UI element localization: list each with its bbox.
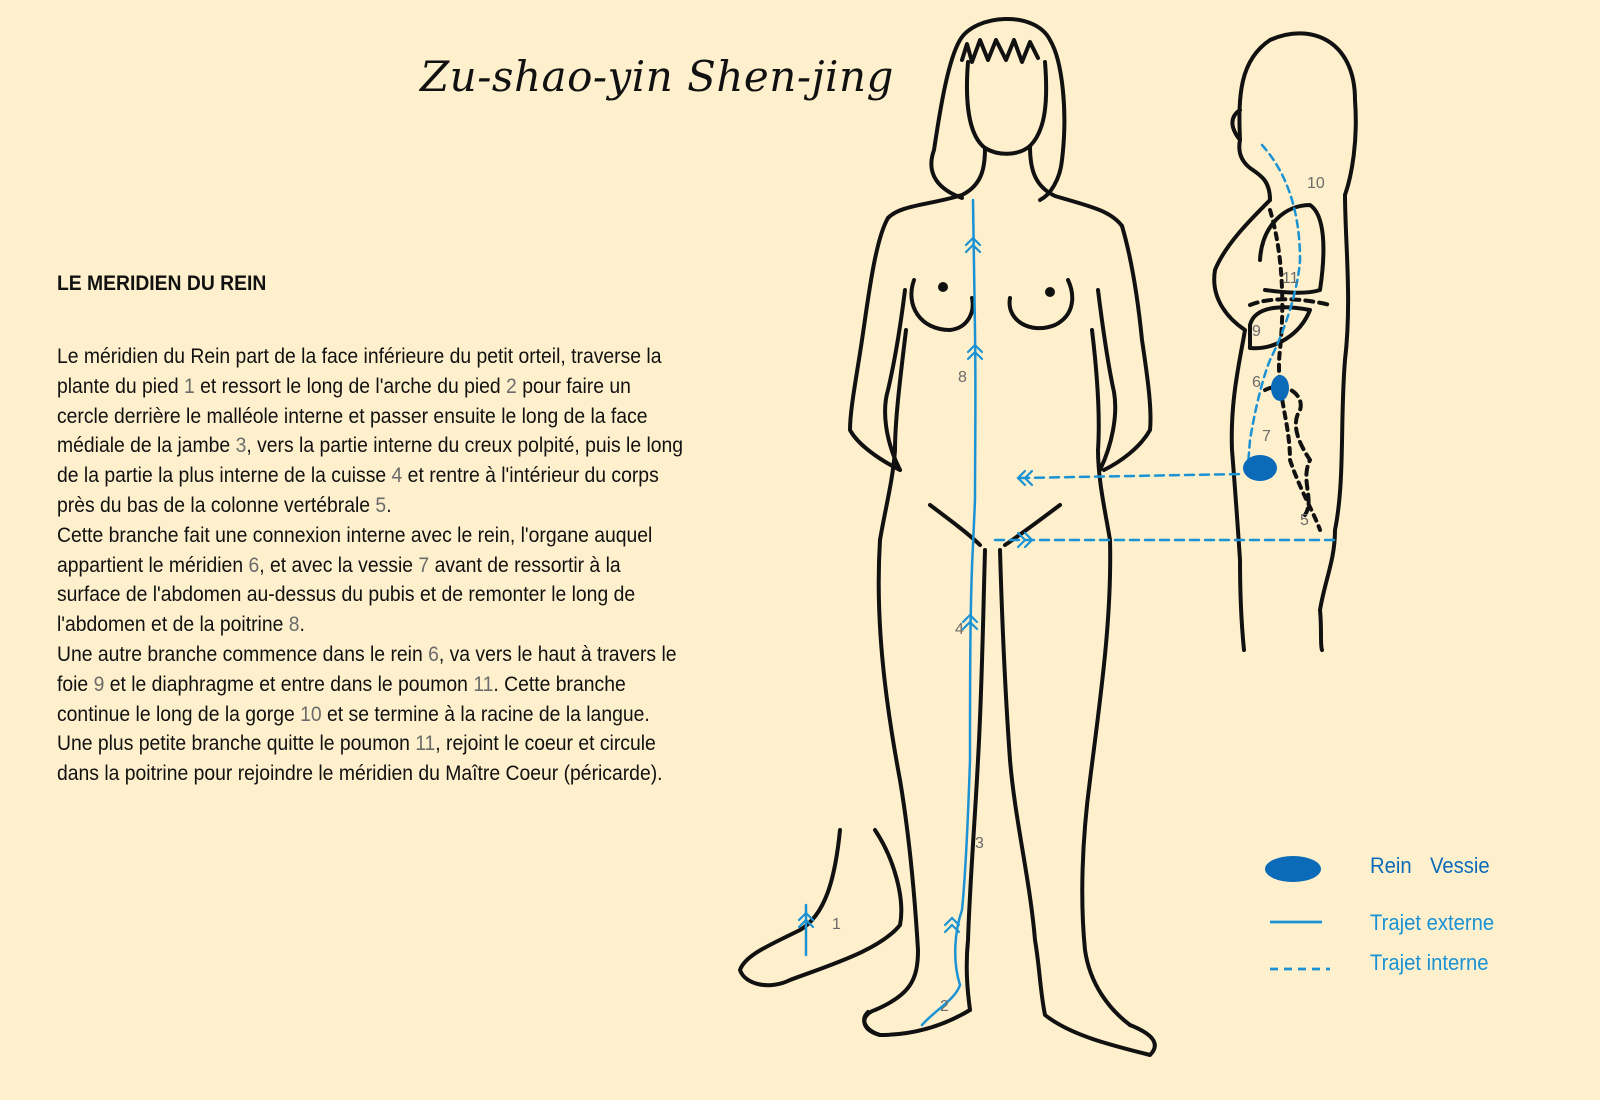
- reference-number: 4: [391, 463, 403, 488]
- fringe: [962, 40, 1038, 62]
- text-segment: , va vers le haut à travers le foie: [57, 641, 677, 696]
- bladder-organ: [1243, 455, 1277, 481]
- reference-number: 7: [418, 552, 430, 577]
- section-heading: LE MERIDIEN DU REIN: [57, 272, 267, 295]
- side-leg-front: [740, 830, 901, 985]
- text-segment: . Cette branche continue le long de la gorge: [57, 671, 626, 726]
- label-3: 3: [975, 835, 984, 852]
- text-segment: , et avec la vessie: [259, 552, 419, 577]
- reference-number: 11: [473, 671, 494, 696]
- text-segment: et rentre à l'intérieur du corps près du bas de la colonne vertébrale: [57, 463, 659, 517]
- reference-number: 1: [183, 373, 195, 398]
- page-title: Zu-shao-yin Shen-jing: [420, 52, 894, 101]
- reference-number: 3: [235, 433, 247, 458]
- text-segment: avant de ressortir à la surface de l'abdomen au-dessus du pubis et de remonter le long de l'abdomen et de la poitrine: [57, 552, 636, 637]
- text-segment: pour faire un cercle derrière le malléole interne et passer ensuite le long de la face médiale de la jambe: [57, 373, 648, 458]
- reference-number: 2: [506, 373, 517, 398]
- reference-number: 10: [300, 701, 322, 726]
- side-spine: [1270, 210, 1320, 530]
- reference-number: 9: [93, 671, 105, 696]
- kidney-organ: [1271, 375, 1289, 401]
- text-segment: et ressort le long de l'arche du pied: [194, 373, 507, 398]
- reference-number: 5: [375, 492, 387, 517]
- text-segment: Une autre branche commence dans le rein: [57, 641, 429, 666]
- label-10: 10: [1307, 175, 1325, 192]
- label-6: 6: [1252, 374, 1261, 391]
- reference-number: 6: [428, 641, 439, 666]
- text-segment: Une plus petite branche quitte le poumon: [57, 731, 416, 756]
- right-arm-inner: [1098, 290, 1115, 470]
- label-5: 5: [1300, 512, 1309, 529]
- label-8: 8: [958, 369, 967, 386]
- reference-number: 8: [288, 612, 300, 637]
- side-body-front: [1214, 200, 1270, 650]
- text-segment: .: [299, 612, 305, 637]
- neck-right: [1030, 146, 1122, 226]
- label-1: 1: [832, 916, 841, 933]
- text-segment: et le diaphragme et entre dans le poumon: [104, 671, 474, 696]
- nipple-right: [1045, 287, 1055, 297]
- left-leg-outer: [864, 540, 970, 1035]
- text-segment: , rejoint le coeur et circule dans la poitrine pour rejoindre le méridien du Maître Coeur (péricarde).: [57, 731, 663, 786]
- foot-detail-left: [864, 1012, 880, 1035]
- label-9: 9: [1252, 323, 1261, 340]
- reference-number: 6: [248, 552, 260, 577]
- reference-number: 11: [415, 731, 436, 756]
- side-diaphragm: [1250, 299, 1330, 305]
- text-segment: , vers la partie interne du creux polpité, puis le long de la partie la plus interne de la cuisse: [57, 433, 684, 488]
- internal-path-upper: [1020, 474, 1243, 478]
- right-leg-inner: [1000, 550, 1155, 1055]
- legend-rein-label: Rein: [1370, 853, 1412, 878]
- label-4: 4: [955, 621, 964, 638]
- label-2: 2: [940, 998, 949, 1015]
- text-segment: Le méridien du Rein part de la face inférieure du petit orteil, traverse la plante du pied: [57, 344, 662, 398]
- legend-internal-label: Trajet interne: [1370, 950, 1489, 975]
- legend-external-label: Trajet externe: [1370, 910, 1495, 935]
- right-leg-outer: [1082, 540, 1130, 1025]
- text-segment: .: [386, 492, 392, 517]
- left-arm: [850, 218, 900, 470]
- label-7: 7: [1262, 428, 1271, 445]
- text-segment: et se termine à la racine de la langue.: [321, 701, 650, 726]
- text-segment: Cette branche fait une connexion interne avec le rein, l'organe auquel appartient le méridien: [57, 522, 653, 577]
- face-outline: [967, 62, 1046, 154]
- breast-right: [1010, 280, 1073, 328]
- label-11: 11: [1282, 270, 1299, 287]
- legend-organ-symbol: [1265, 856, 1321, 882]
- legend-vessie-label: Vessie: [1430, 853, 1490, 878]
- nipple-left: [938, 282, 948, 292]
